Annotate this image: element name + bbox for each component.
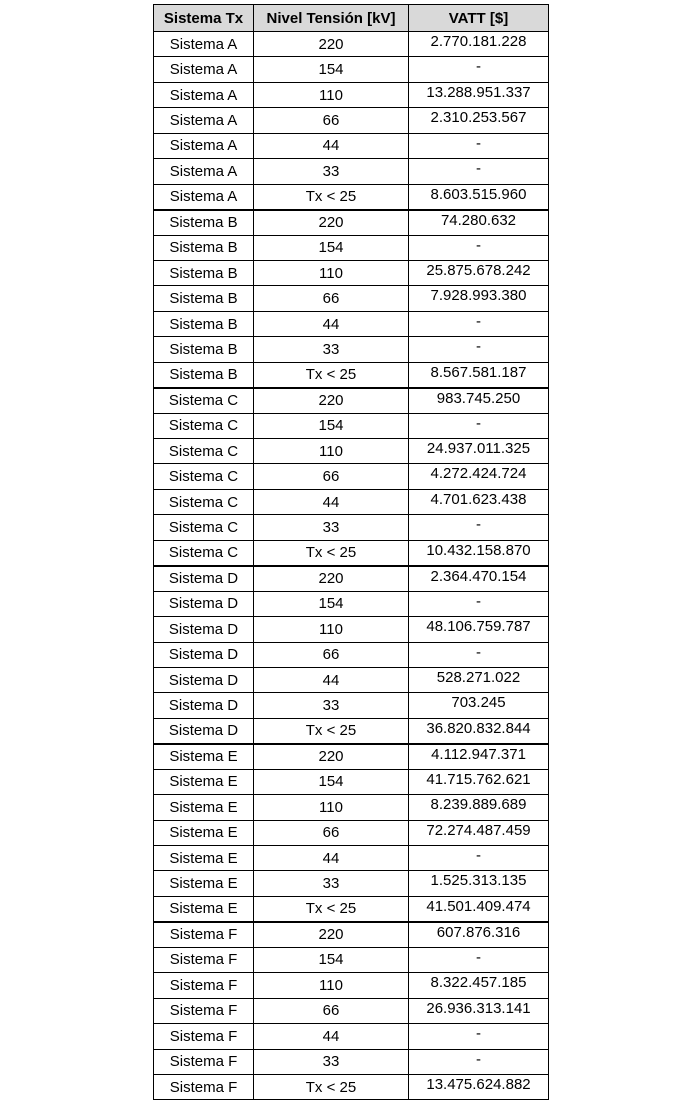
- table-row: [154, 32, 549, 57]
- cell-nivel: 66: [254, 642, 409, 667]
- cell-vatt: -: [409, 235, 549, 260]
- vatt-table: [153, 4, 549, 1100]
- cell-sistema: Sistema F: [154, 922, 254, 947]
- cell-sistema: Sistema C: [154, 388, 254, 413]
- table-row: [154, 362, 549, 387]
- table-row: [154, 1074, 549, 1099]
- cell-vatt: 2.310.253.567: [409, 108, 549, 133]
- cell-nivel: 220: [254, 388, 409, 413]
- cell-vatt: -: [409, 337, 549, 362]
- cell-vatt: 13.475.624.882: [409, 1074, 549, 1099]
- cell-nivel: 154: [254, 235, 409, 260]
- cell-sistema: Sistema E: [154, 820, 254, 845]
- cell-nivel: 110: [254, 82, 409, 107]
- table-row: [154, 973, 549, 998]
- cell-nivel: 33: [254, 871, 409, 896]
- cell-sistema: Sistema D: [154, 566, 254, 591]
- cell-vatt: 13.288.951.337: [409, 82, 549, 107]
- cell-vatt: 2.364.470.154: [409, 566, 549, 591]
- table-row: [154, 260, 549, 285]
- cell-sistema: Sistema E: [154, 896, 254, 921]
- table-row: [154, 1024, 549, 1049]
- cell-sistema: Sistema C: [154, 540, 254, 565]
- cell-nivel: Tx < 25: [254, 1074, 409, 1099]
- cell-vatt: 74.280.632: [409, 210, 549, 235]
- cell-vatt: -: [409, 591, 549, 616]
- cell-vatt: 72.274.487.459: [409, 820, 549, 845]
- table-row: [154, 337, 549, 362]
- cell-sistema: Sistema F: [154, 973, 254, 998]
- table-row: [154, 998, 549, 1023]
- cell-nivel: 66: [254, 820, 409, 845]
- cell-nivel: 154: [254, 413, 409, 438]
- cell-vatt: 8.239.889.689: [409, 795, 549, 820]
- table-row: [154, 82, 549, 107]
- table-row: [154, 235, 549, 260]
- cell-vatt: 36.820.832.844: [409, 718, 549, 743]
- cell-nivel: 154: [254, 947, 409, 972]
- table-body: [154, 32, 549, 1100]
- cell-nivel: 66: [254, 464, 409, 489]
- table-row: [154, 413, 549, 438]
- cell-nivel: 220: [254, 566, 409, 591]
- cell-vatt: 4.701.623.438: [409, 489, 549, 514]
- cell-nivel: 66: [254, 998, 409, 1023]
- cell-nivel: 66: [254, 286, 409, 311]
- cell-nivel: 220: [254, 744, 409, 769]
- table-row: [154, 871, 549, 896]
- table-row: [154, 464, 549, 489]
- cell-nivel: 110: [254, 973, 409, 998]
- table-row: [154, 540, 549, 565]
- cell-sistema: Sistema E: [154, 795, 254, 820]
- cell-sistema: Sistema C: [154, 413, 254, 438]
- cell-vatt: 8.603.515.960: [409, 184, 549, 209]
- cell-nivel: 66: [254, 108, 409, 133]
- cell-sistema: Sistema A: [154, 82, 254, 107]
- cell-nivel: 154: [254, 591, 409, 616]
- cell-sistema: Sistema F: [154, 1074, 254, 1099]
- table-row: [154, 693, 549, 718]
- cell-vatt: 10.432.158.870: [409, 540, 549, 565]
- table-row: [154, 846, 549, 871]
- table-row: [154, 159, 549, 184]
- cell-sistema: Sistema B: [154, 235, 254, 260]
- cell-vatt: 983.745.250: [409, 388, 549, 413]
- table-row: [154, 617, 549, 642]
- cell-sistema: Sistema F: [154, 947, 254, 972]
- table-row: [154, 718, 549, 743]
- table-row: [154, 591, 549, 616]
- cell-vatt: -: [409, 515, 549, 540]
- table-row: [154, 820, 549, 845]
- cell-nivel: Tx < 25: [254, 362, 409, 387]
- cell-vatt: 8.322.457.185: [409, 973, 549, 998]
- cell-sistema: Sistema A: [154, 184, 254, 209]
- table-row: [154, 947, 549, 972]
- cell-sistema: Sistema D: [154, 667, 254, 692]
- cell-vatt: -: [409, 133, 549, 158]
- cell-sistema: Sistema E: [154, 769, 254, 794]
- cell-sistema: Sistema A: [154, 108, 254, 133]
- cell-sistema: Sistema B: [154, 260, 254, 285]
- table-row: [154, 922, 549, 947]
- cell-vatt: 25.875.678.242: [409, 260, 549, 285]
- cell-sistema: Sistema F: [154, 1024, 254, 1049]
- cell-vatt: 4.272.424.724: [409, 464, 549, 489]
- cell-vatt: -: [409, 846, 549, 871]
- cell-sistema: Sistema E: [154, 871, 254, 896]
- table-row: [154, 515, 549, 540]
- cell-sistema: Sistema A: [154, 57, 254, 82]
- table-row: [154, 108, 549, 133]
- table-row: [154, 286, 549, 311]
- cell-nivel: Tx < 25: [254, 718, 409, 743]
- table-row: [154, 311, 549, 336]
- cell-vatt: 24.937.011.325: [409, 439, 549, 464]
- cell-sistema: Sistema D: [154, 642, 254, 667]
- cell-vatt: -: [409, 413, 549, 438]
- table-row: [154, 1049, 549, 1074]
- cell-sistema: Sistema B: [154, 311, 254, 336]
- cell-sistema: Sistema B: [154, 362, 254, 387]
- cell-nivel: 33: [254, 159, 409, 184]
- cell-nivel: 44: [254, 846, 409, 871]
- table-row: [154, 388, 549, 413]
- table-row: [154, 896, 549, 921]
- header-nivel-tension: Nivel Tensión [kV]: [254, 5, 409, 32]
- cell-vatt: 7.928.993.380: [409, 286, 549, 311]
- cell-nivel: 110: [254, 260, 409, 285]
- table-row: [154, 795, 549, 820]
- header-sistema-tx: Sistema Tx: [154, 5, 254, 32]
- header-row: [154, 5, 549, 32]
- cell-sistema: Sistema E: [154, 846, 254, 871]
- cell-vatt: -: [409, 642, 549, 667]
- table-row: [154, 769, 549, 794]
- cell-nivel: 33: [254, 515, 409, 540]
- cell-nivel: 33: [254, 693, 409, 718]
- cell-nivel: Tx < 25: [254, 896, 409, 921]
- cell-sistema: Sistema F: [154, 1049, 254, 1074]
- cell-vatt: 703.245: [409, 693, 549, 718]
- cell-vatt: -: [409, 311, 549, 336]
- cell-vatt: 4.112.947.371: [409, 744, 549, 769]
- cell-sistema: Sistema D: [154, 693, 254, 718]
- table-row: [154, 439, 549, 464]
- cell-vatt: -: [409, 1049, 549, 1074]
- cell-sistema: Sistema C: [154, 439, 254, 464]
- cell-nivel: 220: [254, 922, 409, 947]
- table-row: [154, 566, 549, 591]
- cell-nivel: 44: [254, 667, 409, 692]
- cell-nivel: 110: [254, 439, 409, 464]
- cell-nivel: 220: [254, 32, 409, 57]
- cell-sistema: Sistema B: [154, 337, 254, 362]
- cell-vatt: -: [409, 57, 549, 82]
- cell-vatt: 2.770.181.228: [409, 32, 549, 57]
- table-row: [154, 489, 549, 514]
- cell-nivel: 44: [254, 489, 409, 514]
- cell-sistema: Sistema A: [154, 32, 254, 57]
- cell-nivel: 154: [254, 57, 409, 82]
- cell-sistema: Sistema C: [154, 464, 254, 489]
- cell-nivel: 33: [254, 1049, 409, 1074]
- table-row: [154, 184, 549, 209]
- cell-sistema: Sistema A: [154, 133, 254, 158]
- cell-vatt: 528.271.022: [409, 667, 549, 692]
- header-vatt: VATT [$]: [409, 5, 549, 32]
- cell-sistema: Sistema F: [154, 998, 254, 1023]
- table-row: [154, 744, 549, 769]
- cell-sistema: Sistema C: [154, 515, 254, 540]
- table-row: [154, 133, 549, 158]
- cell-nivel: 44: [254, 1024, 409, 1049]
- cell-vatt: -: [409, 947, 549, 972]
- table-row: [154, 667, 549, 692]
- cell-sistema: Sistema D: [154, 591, 254, 616]
- cell-vatt: -: [409, 159, 549, 184]
- cell-nivel: 44: [254, 133, 409, 158]
- cell-sistema: Sistema B: [154, 210, 254, 235]
- cell-nivel: 33: [254, 337, 409, 362]
- cell-sistema: Sistema C: [154, 489, 254, 514]
- cell-vatt: -: [409, 1024, 549, 1049]
- cell-nivel: 110: [254, 795, 409, 820]
- cell-nivel: Tx < 25: [254, 540, 409, 565]
- cell-vatt: 8.567.581.187: [409, 362, 549, 387]
- table-row: [154, 642, 549, 667]
- table-row: [154, 57, 549, 82]
- cell-nivel: 110: [254, 617, 409, 642]
- cell-vatt: 41.715.762.621: [409, 769, 549, 794]
- cell-nivel: Tx < 25: [254, 184, 409, 209]
- table-row: [154, 210, 549, 235]
- cell-vatt: 26.936.313.141: [409, 998, 549, 1023]
- cell-vatt: 41.501.409.474: [409, 896, 549, 921]
- cell-sistema: Sistema B: [154, 286, 254, 311]
- cell-nivel: 154: [254, 769, 409, 794]
- cell-nivel: 220: [254, 210, 409, 235]
- cell-nivel: 44: [254, 311, 409, 336]
- cell-sistema: Sistema D: [154, 617, 254, 642]
- cell-vatt: 48.106.759.787: [409, 617, 549, 642]
- cell-sistema: Sistema E: [154, 744, 254, 769]
- cell-vatt: 1.525.313.135: [409, 871, 549, 896]
- cell-vatt: 607.876.316: [409, 922, 549, 947]
- cell-sistema: Sistema D: [154, 718, 254, 743]
- cell-sistema: Sistema A: [154, 159, 254, 184]
